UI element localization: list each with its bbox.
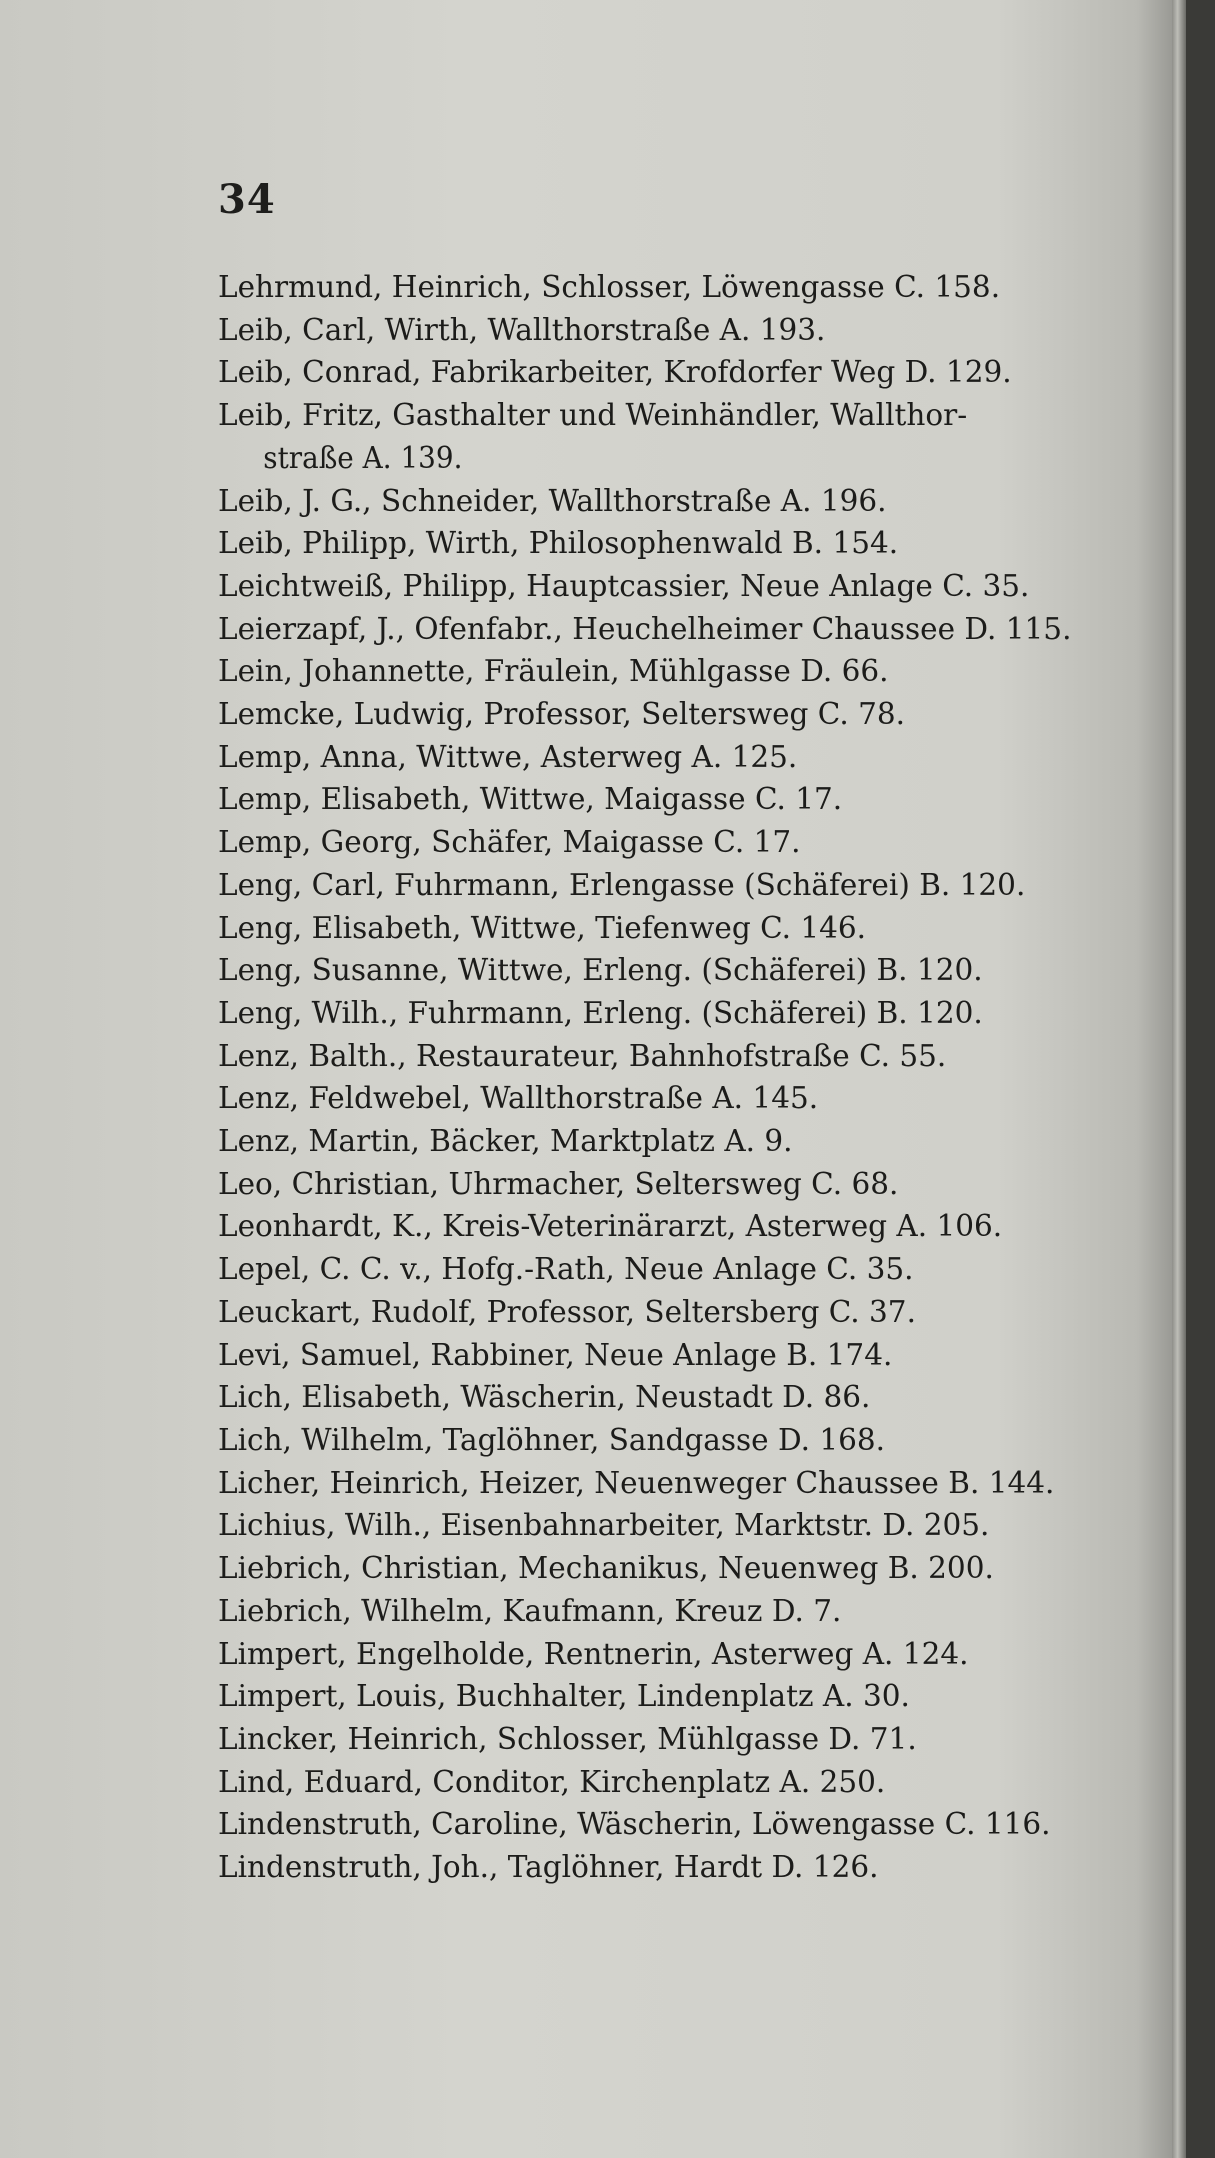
directory-entry <box>218 1205 1158 1248</box>
directory-entry <box>218 1291 1158 1334</box>
entry-text: Lehrmund, Heinrich, Schlosser, Löwengasse C. 158. <box>218 270 1001 304</box>
entry-text: Limpert, Louis, Buchhalter, Lindenplatz A. 30. <box>218 1679 910 1714</box>
directory-entry <box>218 266 1158 309</box>
entry-text: Leo, Christian, Uhrmacher, Seltersweg C. 68. <box>218 1166 899 1201</box>
directory-entry <box>218 522 1158 565</box>
directory-entry <box>218 736 1158 779</box>
directory-entry <box>218 309 1158 352</box>
directory-entry <box>218 1376 1158 1419</box>
scan-border <box>1186 0 1215 2158</box>
entry-text: Lincker, Heinrich, Schlosser, Mühlgasse D. 71. <box>218 1721 917 1756</box>
directory-entries-list <box>218 266 1158 1889</box>
entry-text: Leib, J. G., Schneider, Wallthorstraße A. 196. <box>218 483 887 518</box>
directory-entry <box>218 1761 1158 1804</box>
entry-text: Lenz, Balth., Restaurateur, Bahnhofstraße C. 55. <box>218 1038 947 1073</box>
entry-text: Licher, Heinrich, Heizer, Neuenweger Chaussee B. 144. <box>218 1465 1055 1500</box>
entry-text: Levi, Samuel, Rabbiner, Neue Anlage B. 174. <box>218 1337 893 1372</box>
entry-text: Leierzapf, J., Ofenfabr., Heuchelheimer Chaussee D. 115. <box>218 611 1072 646</box>
entry-text: Leng, Elisabeth, Wittwe, Tiefenweg C. 146. <box>218 910 867 945</box>
directory-entry <box>218 1675 1158 1718</box>
entry-text: Lein, Johannette, Fräulein, Mühlgasse D. 66. <box>218 654 889 689</box>
entry-text: Leib, Fritz, Gasthalter und Weinhändler, Wallthor- <box>218 398 968 433</box>
entry-text: Lemp, Anna, Wittwe, Asterweg A. 125. <box>218 739 798 774</box>
directory-entry <box>218 480 1158 523</box>
directory-entry <box>218 1120 1158 1163</box>
entry-text: Lich, Elisabeth, Wäscherin, Neustadt D. 86. <box>218 1380 871 1415</box>
page-number: 34 <box>218 176 276 223</box>
directory-entry <box>218 1547 1158 1590</box>
directory-entry <box>218 907 1158 950</box>
directory-entry <box>218 949 1158 992</box>
directory-entry <box>218 1334 1158 1377</box>
directory-entry <box>218 864 1158 907</box>
directory-entry <box>218 992 1158 1035</box>
directory-entry <box>218 1419 1158 1462</box>
entry-text: Leib, Carl, Wirth, Wallthorstraße A. 193. <box>218 312 826 347</box>
directory-entry <box>218 1248 1158 1291</box>
entry-text: Leng, Carl, Fuhrmann, Erlengasse (Schäferei) B. 120. <box>218 867 1026 902</box>
entry-text: Lindenstruth, Caroline, Wäscherin, Löwengasse C. 116. <box>218 1807 1051 1842</box>
directory-entry <box>218 693 1158 736</box>
entry-text: Liebrich, Wilhelm, Kaufmann, Kreuz D. 7. <box>218 1593 842 1628</box>
directory-entry <box>218 1803 1158 1846</box>
entry-text: Lemcke, Ludwig, Professor, Seltersweg C. 78. <box>218 697 905 732</box>
entry-text: Lemp, Elisabeth, Wittwe, Maigasse C. 17. <box>218 782 843 817</box>
directory-entry <box>218 1077 1158 1120</box>
entry-text: Leng, Wilh., Fuhrmann, Erleng. (Schäferei) B. 120. <box>218 995 983 1030</box>
directory-entry <box>218 394 1158 479</box>
directory-entry <box>218 821 1158 864</box>
entry-text: Leichtweiß, Philipp, Hauptcassier, Neue Anlage C. 35. <box>218 568 1030 603</box>
directory-entry <box>218 608 1158 651</box>
entry-continuation: straße A. 139. <box>263 440 463 475</box>
directory-entry <box>218 1462 1158 1505</box>
directory-entry <box>218 565 1158 608</box>
directory-entry <box>218 1846 1158 1889</box>
entry-text: Lind, Eduard, Conditor, Kirchenplatz A. 250. <box>218 1764 886 1799</box>
entry-text: Liebrich, Christian, Mechanikus, Neuenweg B. 200. <box>218 1551 994 1586</box>
entry-text: Lichius, Wilh., Eisenbahnarbeiter, Marktstr. D. 205. <box>218 1508 990 1543</box>
entry-text: Lepel, C. C. v., Hofg.-Rath, Neue Anlage C. 35. <box>218 1252 914 1287</box>
entry-text: Lich, Wilhelm, Taglöhner, Sandgasse D. 168. <box>218 1422 886 1457</box>
directory-entry <box>218 650 1158 693</box>
entry-text: Leib, Philipp, Wirth, Philosophenwald B. 154. <box>218 526 899 561</box>
entry-text: Lenz, Feldwebel, Wallthorstraße A. 145. <box>218 1081 819 1116</box>
entry-text: Lenz, Martin, Bäcker, Marktplatz A. 9. <box>218 1124 793 1159</box>
directory-entry <box>218 778 1158 821</box>
entry-text: Limpert, Engelholde, Rentnerin, Asterweg A. 124. <box>218 1636 969 1671</box>
entry-text: Leonhardt, K., Kreis-Veterinärarzt, Asterweg A. 106. <box>218 1209 1003 1244</box>
directory-entry <box>218 351 1158 394</box>
entry-text: Lemp, Georg, Schäfer, Maigasse C. 17. <box>218 825 801 860</box>
directory-entry <box>218 1590 1158 1633</box>
directory-entry <box>218 1504 1158 1547</box>
entry-text: Leib, Conrad, Fabrikarbeiter, Krofdorfer Weg D. 129. <box>218 355 1012 390</box>
entry-text: Leng, Susanne, Wittwe, Erleng. (Schäferei) B. 120. <box>218 953 983 988</box>
page-edge <box>1172 0 1186 2158</box>
directory-entry <box>218 1633 1158 1676</box>
entry-text: Leuckart, Rudolf, Professor, Seltersberg C. 37. <box>218 1294 916 1329</box>
entry-text: Lindenstruth, Joh., Taglöhner, Hardt D. 126. <box>218 1850 879 1885</box>
directory-entry <box>218 1163 1158 1206</box>
directory-entry <box>218 1718 1158 1761</box>
directory-entry <box>218 1035 1158 1078</box>
